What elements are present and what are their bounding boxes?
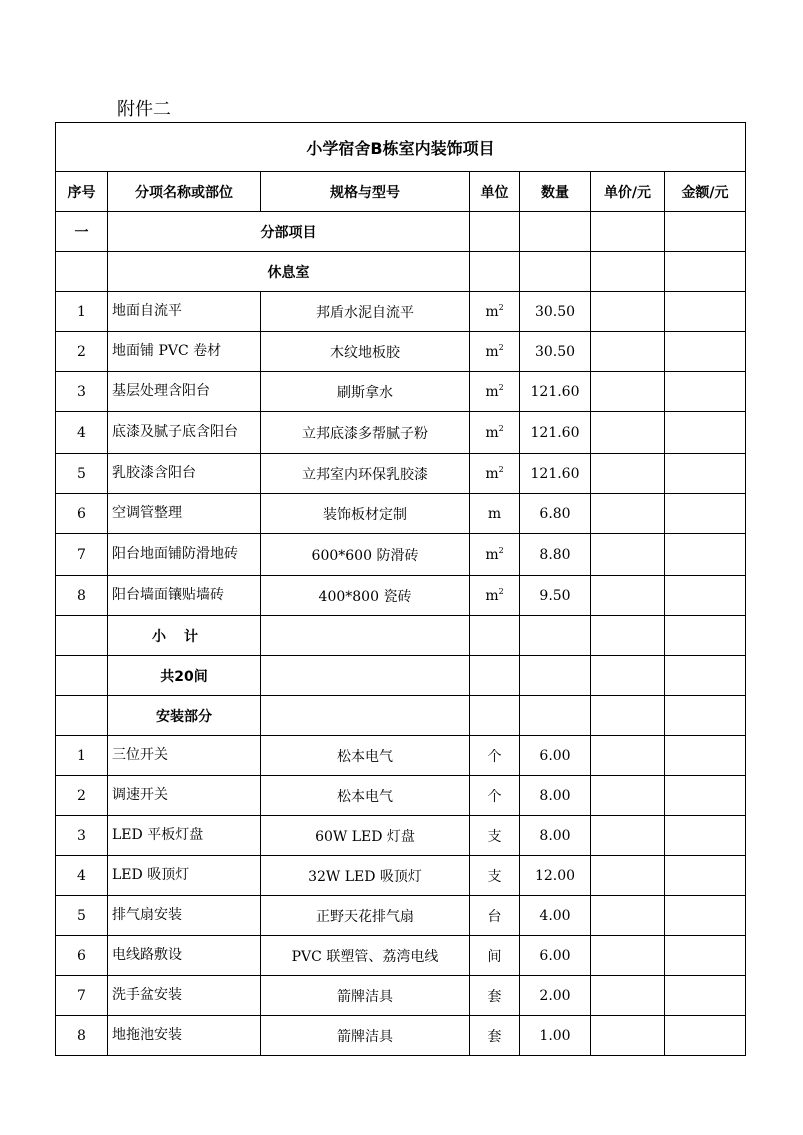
item-index: 3: [56, 816, 108, 856]
item-name: 地面自流平: [108, 292, 261, 332]
item-index: 8: [56, 1016, 108, 1056]
item-unit-text: 支: [487, 868, 502, 885]
item-index: 7: [56, 534, 108, 576]
item-unit-price: [591, 494, 665, 534]
item-amount: [665, 332, 746, 372]
table-row: [56, 816, 746, 856]
item-unit-exponent: 2: [498, 424, 504, 433]
item-unit-text: m: [485, 344, 499, 360]
item-index: 1: [56, 736, 108, 776]
item-quantity: 4.00: [520, 896, 591, 936]
item-unit-price: [591, 936, 665, 976]
item-quantity: 8.00: [520, 816, 591, 856]
item-amount: [665, 576, 746, 616]
item-unit: [470, 372, 520, 412]
item-spec: 箭牌洁具: [261, 1016, 470, 1056]
item-unit-text: m: [485, 466, 499, 482]
item-unit-price: [591, 856, 665, 896]
item-unit-exponent: 2: [498, 343, 504, 352]
item-spec: 立邦室内环保乳胶漆: [261, 454, 470, 494]
item-index: 6: [56, 494, 108, 534]
item-unit-text: 套: [487, 1028, 502, 1045]
header-quantity: 数量: [520, 172, 591, 212]
item-unit-text: m: [485, 384, 499, 400]
item-index: 3: [56, 372, 108, 412]
item-quantity: 6.80: [520, 494, 591, 534]
item-name: LED 吸顶灯: [108, 856, 261, 896]
item-name: 地面铺 PVC 卷材: [108, 332, 261, 372]
item-amount: [665, 776, 746, 816]
item-amount: [665, 856, 746, 896]
empty-cell: [665, 616, 746, 656]
empty-cell: [470, 696, 520, 736]
item-amount: [665, 816, 746, 856]
item-index: 2: [56, 776, 108, 816]
item-name: 调速开关: [108, 776, 261, 816]
table-title: 小学宿舍B栋室内装饰项目: [56, 123, 746, 172]
rest-room-section-row: [56, 252, 746, 292]
table-row: [56, 292, 746, 332]
install-section-label-row: [56, 696, 746, 736]
item-unit-price: [591, 576, 665, 616]
subtotal-label: 小计: [108, 616, 261, 656]
item-quantity: 30.50: [520, 292, 591, 332]
item-spec: 60W LED 灯盘: [261, 816, 470, 856]
item-unit-price: [591, 776, 665, 816]
empty-cell: [470, 252, 520, 292]
item-quantity: 121.60: [520, 372, 591, 412]
item-quantity: 2.00: [520, 976, 591, 1016]
room-count-label-row: [56, 656, 746, 696]
item-amount: [665, 1016, 746, 1056]
item-unit-exponent: 2: [498, 587, 504, 596]
empty-cell: [520, 656, 591, 696]
rest-room-label: 休息室: [108, 252, 470, 292]
item-spec: 装饰板材定制: [261, 494, 470, 534]
empty-cell: [591, 252, 665, 292]
item-name: 排气扇安装: [108, 896, 261, 936]
item-unit: [470, 454, 520, 494]
empty-cell: [520, 212, 591, 252]
item-amount: [665, 454, 746, 494]
item-unit: [470, 1016, 520, 1056]
item-unit: [470, 412, 520, 454]
item-quantity: 12.00: [520, 856, 591, 896]
item-unit-price: [591, 534, 665, 576]
item-spec: 木纹地板胶: [261, 332, 470, 372]
empty-cell: [591, 616, 665, 656]
item-unit: [470, 856, 520, 896]
item-quantity: 121.60: [520, 412, 591, 454]
header-item-name: 分项名称或部位: [108, 172, 261, 212]
item-unit-exponent: 2: [498, 546, 504, 555]
table-row: [56, 332, 746, 372]
item-index: 4: [56, 412, 108, 454]
empty-cell: [56, 252, 108, 292]
empty-cell: [261, 696, 470, 736]
item-unit-price: [591, 1016, 665, 1056]
table-row: [56, 976, 746, 1016]
item-unit-text: m: [485, 425, 499, 441]
part-header-row: [56, 212, 746, 252]
item-amount: [665, 412, 746, 454]
item-index: 6: [56, 936, 108, 976]
empty-cell: [665, 252, 746, 292]
table-row: [56, 856, 746, 896]
table-row: [56, 896, 746, 936]
header-row: [56, 172, 746, 212]
item-name: 空调管整理: [108, 494, 261, 534]
item-index: 5: [56, 896, 108, 936]
header-unit-price: 单价/元: [591, 172, 665, 212]
item-unit-text: 个: [487, 748, 502, 765]
item-spec: 松本电气: [261, 776, 470, 816]
table-row: [56, 736, 746, 776]
empty-cell: [56, 616, 108, 656]
decoration-items-table: [55, 122, 746, 1056]
item-unit: [470, 332, 520, 372]
item-amount: [665, 976, 746, 1016]
attachment-label: 附件二: [117, 99, 171, 120]
table-row: [56, 494, 746, 534]
item-spec: PVC 联塑管、荔湾电线: [261, 936, 470, 976]
header-amount: 金额/元: [665, 172, 746, 212]
table-row: [56, 534, 746, 576]
empty-cell: [470, 616, 520, 656]
part-index: 一: [56, 212, 108, 252]
item-quantity: 8.80: [520, 534, 591, 576]
item-amount: [665, 292, 746, 332]
item-quantity: 6.00: [520, 736, 591, 776]
table-row: [56, 1016, 746, 1056]
item-unit-text: 套: [487, 988, 502, 1005]
room-count-label: 共20间: [108, 656, 261, 696]
item-unit: [470, 534, 520, 576]
empty-cell: [56, 696, 108, 736]
item-unit-price: [591, 332, 665, 372]
item-unit-exponent: 2: [498, 383, 504, 392]
item-unit: [470, 816, 520, 856]
item-unit-price: [591, 454, 665, 494]
item-amount: [665, 896, 746, 936]
empty-cell: [591, 212, 665, 252]
item-unit: [470, 976, 520, 1016]
item-unit-text: m: [487, 505, 502, 522]
item-unit-text: 个: [487, 788, 502, 805]
item-unit-price: [591, 896, 665, 936]
item-name: 阳台墙面镶贴墙砖: [108, 576, 261, 616]
item-unit-price: [591, 292, 665, 332]
empty-cell: [261, 616, 470, 656]
item-index: 7: [56, 976, 108, 1016]
item-amount: [665, 372, 746, 412]
item-unit: [470, 896, 520, 936]
empty-cell: [470, 656, 520, 696]
item-quantity: 9.50: [520, 576, 591, 616]
item-unit: [470, 576, 520, 616]
empty-cell: [520, 696, 591, 736]
empty-cell: [665, 696, 746, 736]
header-unit: 单位: [470, 172, 520, 212]
item-spec: 邦盾水泥自流平: [261, 292, 470, 332]
item-name: 洗手盆安装: [108, 976, 261, 1016]
item-index: 8: [56, 576, 108, 616]
part-label: 分部项目: [108, 212, 470, 252]
subtotal-label-row: [56, 616, 746, 656]
empty-cell: [665, 656, 746, 696]
empty-cell: [261, 656, 470, 696]
item-name: 电线路敷设: [108, 936, 261, 976]
item-index: 1: [56, 292, 108, 332]
item-unit-price: [591, 372, 665, 412]
item-spec: 立邦底漆多帮腻子粉: [261, 412, 470, 454]
empty-cell: [520, 616, 591, 656]
item-name: 乳胶漆含阳台: [108, 454, 261, 494]
item-quantity: 121.60: [520, 454, 591, 494]
install-section-label: 安装部分: [108, 696, 261, 736]
item-spec: 刷斯拿水: [261, 372, 470, 412]
empty-cell: [470, 212, 520, 252]
item-unit-price: [591, 816, 665, 856]
item-index: 4: [56, 856, 108, 896]
item-unit: [470, 494, 520, 534]
item-spec: 600*600 防滑砖: [261, 534, 470, 576]
table-row: [56, 776, 746, 816]
item-unit: [470, 776, 520, 816]
item-index: 5: [56, 454, 108, 494]
table-row: [56, 454, 746, 494]
item-quantity: 8.00: [520, 776, 591, 816]
header-index: 序号: [56, 172, 108, 212]
item-unit-text: m: [485, 588, 499, 604]
empty-cell: [591, 696, 665, 736]
item-name: 地拖池安装: [108, 1016, 261, 1056]
empty-cell: [591, 656, 665, 696]
item-amount: [665, 534, 746, 576]
item-index: 2: [56, 332, 108, 372]
item-name: 三位开关: [108, 736, 261, 776]
item-spec: 400*800 瓷砖: [261, 576, 470, 616]
item-unit-exponent: 2: [498, 465, 504, 474]
item-unit-text: m: [485, 547, 499, 563]
table-row: [56, 372, 746, 412]
item-unit: [470, 292, 520, 332]
item-quantity: 1.00: [520, 1016, 591, 1056]
item-name: LED 平板灯盘: [108, 816, 261, 856]
item-quantity: 6.00: [520, 936, 591, 976]
item-name: 基层处理含阳台: [108, 372, 261, 412]
item-unit: [470, 936, 520, 976]
item-unit: [470, 736, 520, 776]
item-spec: 箭牌洁具: [261, 976, 470, 1016]
item-spec: 松本电气: [261, 736, 470, 776]
item-unit-text: m: [485, 304, 499, 320]
header-spec: 规格与型号: [261, 172, 470, 212]
item-unit-price: [591, 736, 665, 776]
empty-cell: [56, 656, 108, 696]
table-row: [56, 936, 746, 976]
item-amount: [665, 736, 746, 776]
table-row: [56, 576, 746, 616]
item-unit-text: 台: [487, 908, 502, 925]
item-amount: [665, 494, 746, 534]
item-quantity: 30.50: [520, 332, 591, 372]
item-unit-price: [591, 412, 665, 454]
item-unit-price: [591, 976, 665, 1016]
item-unit-exponent: 2: [498, 303, 504, 312]
empty-cell: [665, 212, 746, 252]
empty-cell: [520, 252, 591, 292]
item-spec: 正野天花排气扇: [261, 896, 470, 936]
item-unit-text: 间: [487, 948, 502, 965]
item-unit-text: 支: [487, 828, 502, 845]
table-row: [56, 412, 746, 454]
item-name: 底漆及腻子底含阳台: [108, 412, 261, 454]
item-spec: 32W LED 吸顶灯: [261, 856, 470, 896]
item-amount: [665, 936, 746, 976]
item-name: 阳台地面铺防滑地砖: [108, 534, 261, 576]
